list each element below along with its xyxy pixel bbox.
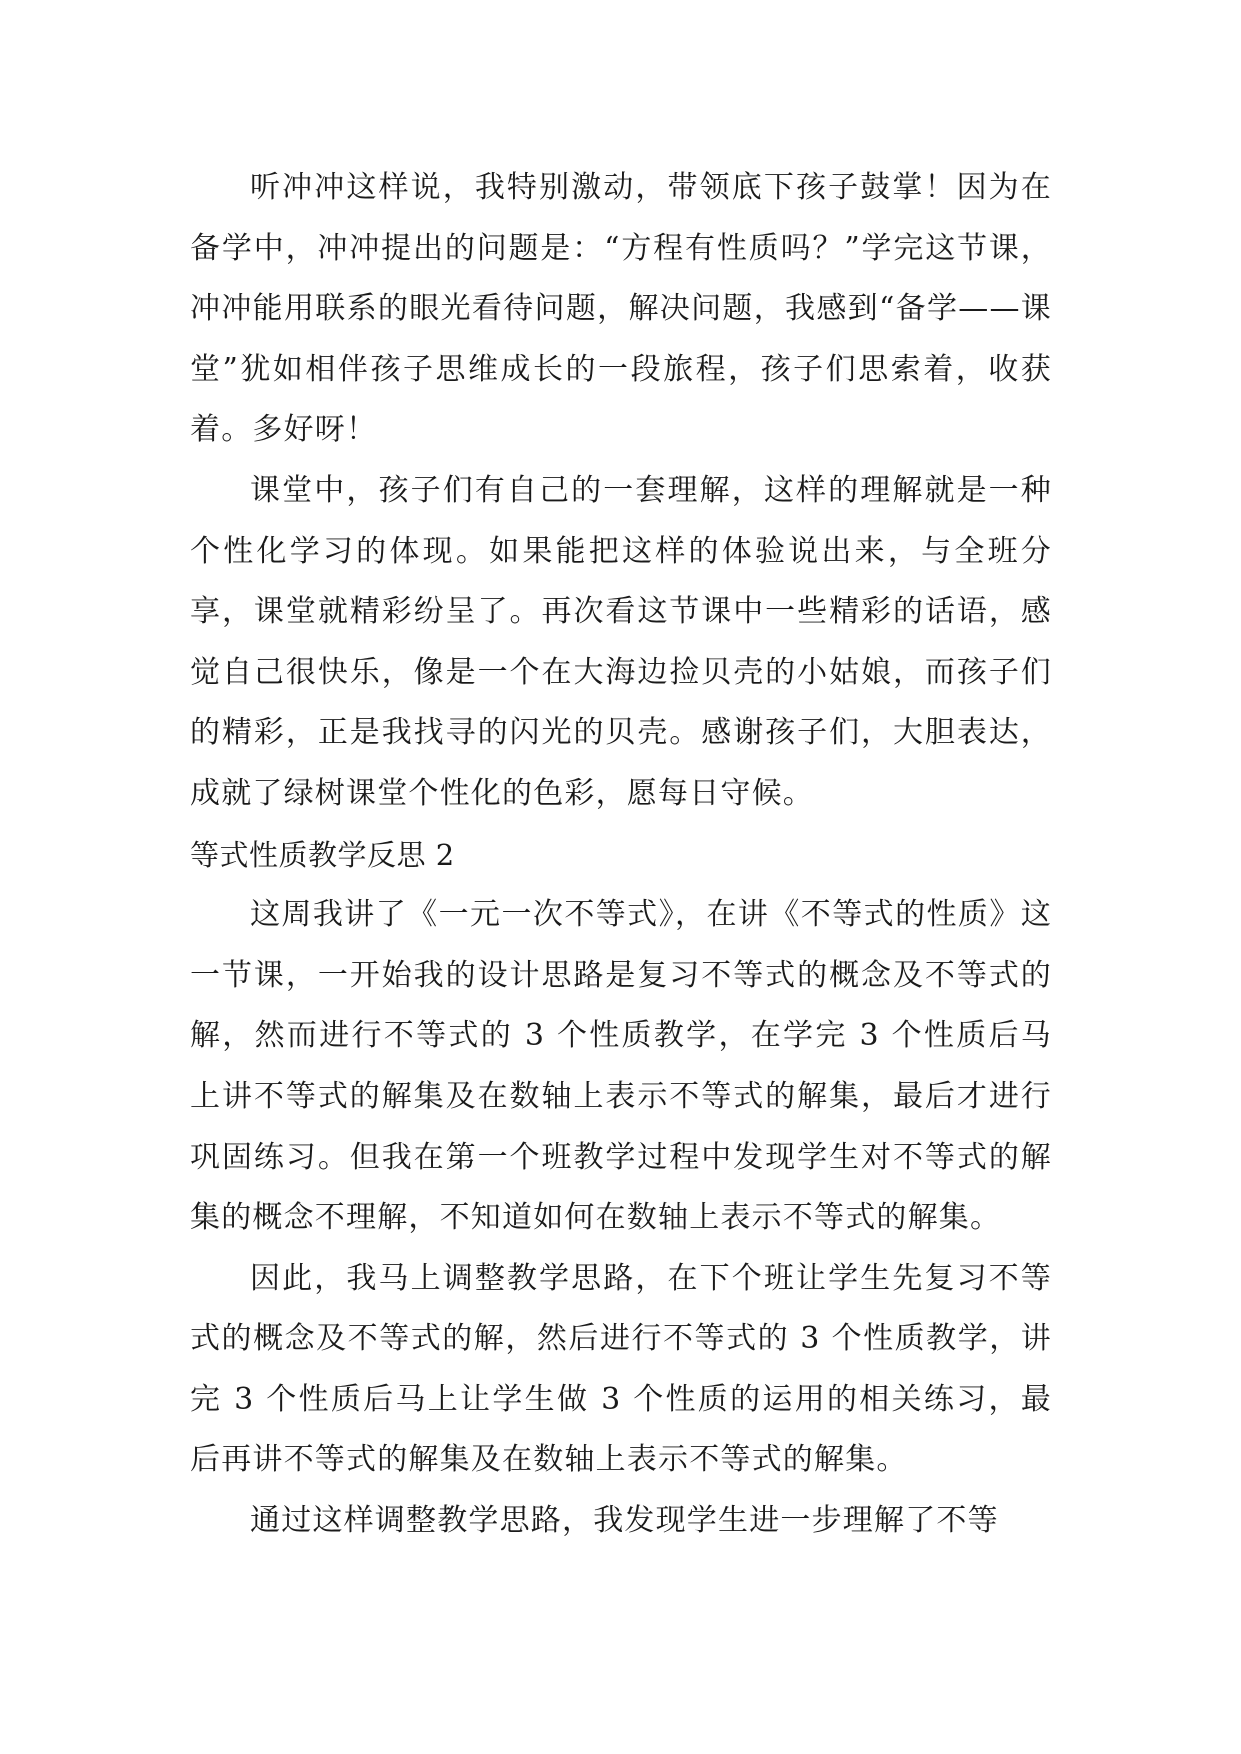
paragraph-result: 通过这样调整教学思路，我发现学生进一步理解了不等 bbox=[250, 1503, 999, 1539]
paragraph-classroom: 课堂中，孩子们有自己的一套理解，这样的理解就是一种个性化学习的体现。如果能把这样的体验说出来，与全班分享，课堂就精彩纷呈了。再次看这节课中一些精彩的话语，感觉自己很快乐，像是一个在大海边捡贝壳的小姑娘，而孩子们的精彩，正是我找寻的闪光的贝壳。感谢孩子们，大胆表达，成就了绿树课堂个性化的色彩，愿每日守候。 bbox=[190, 472, 1052, 811]
paragraph-applause: 听冲冲这样说，我特别激动，带领底下孩子鼓掌！因为在备学中，冲冲提出的问题是：“方程有性质吗？”学完这节课，冲冲能用联系的眼光看待问题，解决问题，我感到“备学——课堂”犹如相伴孩子思维成长的一段旅程，孩子们思索着，收获着。多好呀！ bbox=[190, 170, 1052, 448]
section-heading: 等式性质教学反思 2 bbox=[190, 837, 455, 872]
paragraph-inequality-lesson: 这周我讲了《一元一次不等式》，在讲《不等式的性质》这一节课，一开始我的设计思路是复习不等式的概念及不等式的解，然而进行不等式的 3 个性质教学，在学完 3 个性质后马上讲不等式的解集及在数轴上表示不等式的解集，最后才进行巩固练习。但我在第一个班教学过程中发现学生对不等式的解集的概念不理解，不知道如何在数轴上表示不等式的解集。 bbox=[190, 897, 1052, 1236]
document-body bbox=[190, 158, 1052, 1552]
paragraph-adjustment: 因此，我马上调整教学思路，在下个班让学生先复习不等式的概念及不等式的解，然后进行不等式的 3 个性质教学，讲完 3 个性质后马上让学生做 3 个性质的运用的相关练习，最后再讲不等式的解集及在数轴上表示不等式的解集。 bbox=[190, 1260, 1052, 1478]
